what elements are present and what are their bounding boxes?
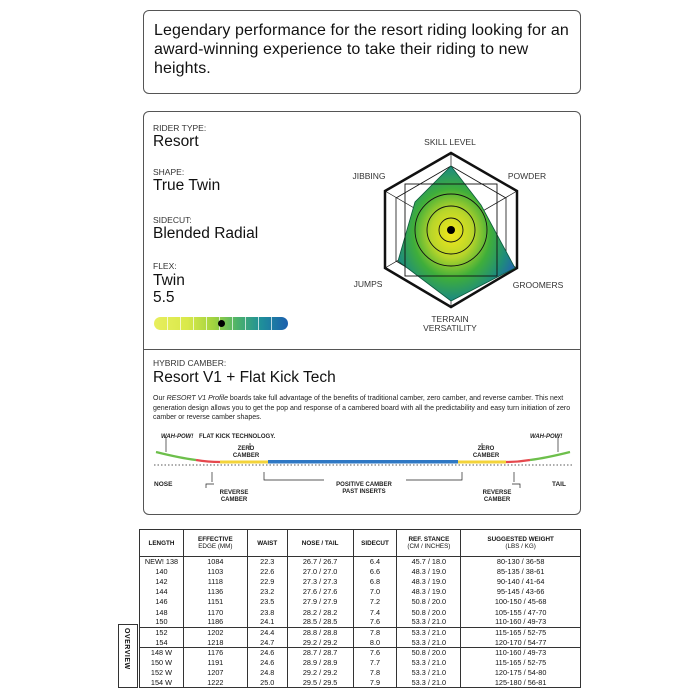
table-cell: 1176: [183, 647, 247, 657]
table-cell: 152 W: [140, 668, 184, 678]
table-cell: 1170: [183, 607, 247, 617]
header-line1: LENGTH: [148, 539, 175, 547]
table-row: [140, 597, 581, 607]
table-cell: 154: [140, 637, 184, 647]
sidecut-label: SIDECUT:: [153, 215, 192, 225]
table-row: [140, 567, 581, 577]
table-cell: 27.3 / 27.3: [287, 577, 353, 587]
zero-camber-right-l1: ZERO: [477, 446, 495, 452]
table-cell: 28.8 / 28.8: [287, 627, 353, 637]
header-line1: WAIST: [257, 539, 278, 547]
table-cell: 53.3 / 21.0: [397, 617, 461, 627]
flex-segment: [271, 317, 272, 330]
table-cell: 7.6: [353, 647, 397, 657]
table-cell: 1103: [183, 567, 247, 577]
table-row: [140, 637, 581, 647]
radar-label-terrain-line2: VERSATILITY: [423, 323, 477, 333]
table-cell: 27.6 / 27.6: [287, 587, 353, 597]
table-cell: 150: [140, 617, 184, 627]
overview-tab[interactable]: [118, 624, 138, 688]
table-header-cell: [183, 530, 247, 557]
table-cell: 24.4: [247, 627, 287, 637]
zero-camber-left-l1: ZERO: [237, 446, 255, 452]
table-cell: 29.2 / 29.2: [287, 637, 353, 647]
table-cell: 1218: [183, 637, 247, 647]
flex-segment: [232, 317, 233, 330]
table-cell: 120-170 / 54-77: [461, 637, 581, 647]
table-cell: 7.6: [353, 617, 397, 627]
table-cell: 7.8: [353, 627, 397, 637]
table-row: [140, 607, 581, 617]
board-nose-red: [196, 460, 220, 462]
wah-pow-right-label: WAH-POW!: [530, 434, 563, 440]
table-cell: 90-140 / 41-64: [461, 577, 581, 587]
table-cell: 50.8 / 20.0: [397, 597, 461, 607]
shape-value: True Twin: [153, 177, 221, 194]
table-row: [140, 577, 581, 587]
table-cell: 29.2 / 29.2: [287, 668, 353, 678]
table-row: [140, 647, 581, 657]
table-cell: NEW! 138: [140, 557, 184, 567]
table-cell: 7.2: [353, 597, 397, 607]
reverse-camber-right-l1: REVERSE: [482, 490, 512, 496]
table-row: [140, 587, 581, 597]
camber-desc-body: boards take full advantage of the benefits of traditional camber, zero camber, and reverse camber. This next generation design allows you to get the pop and response of a cambered board with all the predictability and easy turn initiation of zero camber or reverse camber shapes.: [153, 395, 571, 421]
header-line2: (CM / INCHES): [407, 543, 451, 550]
rider-type-label: RIDER TYPE:: [153, 123, 207, 133]
header-line1: SIDECUT: [361, 539, 389, 547]
radar-label-jibbing: JIBBING: [352, 171, 386, 181]
radar-chart: [376, 149, 526, 312]
table-cell: 1191: [183, 657, 247, 667]
flex-label: FLEX:: [153, 261, 177, 271]
reverse-camber-left-l1: REVERSE: [219, 490, 249, 496]
flex-rating: 5.5: [153, 289, 175, 306]
table-header-cell: [247, 530, 287, 557]
tail-label: TAIL: [552, 481, 566, 488]
flex-segment: [245, 317, 246, 330]
flex-segment: [206, 317, 207, 330]
table-cell: 50.8 / 20.0: [397, 647, 461, 657]
board-tail-green: [530, 452, 570, 460]
nose-label: NOSE: [154, 481, 173, 488]
sidecut-value: Blended Radial: [153, 225, 259, 242]
table-header-cell: [397, 530, 461, 557]
section-divider: [144, 349, 581, 350]
table-cell: 150 W: [140, 657, 184, 667]
header-line1: NOSE / TAIL: [301, 539, 339, 547]
table-cell: 48.3 / 19.0: [397, 577, 461, 587]
table-cell: 28.2 / 28.2: [287, 607, 353, 617]
table-cell: 148: [140, 607, 184, 617]
spec-box: [143, 111, 581, 515]
header-line2: (LBS / KG): [505, 543, 536, 550]
board-nose-green: [156, 452, 196, 460]
table-cell: 1207: [183, 668, 247, 678]
camber-value: Resort V1 + Flat Kick Tech: [153, 369, 336, 386]
table-cell: 115-165 / 52-75: [461, 657, 581, 667]
radar-label-terrain-line1: TERRAIN: [431, 314, 469, 324]
table-body: [140, 557, 581, 688]
flex-indicator-dot: [218, 320, 225, 327]
board-zero-camber-right: [458, 461, 506, 464]
table-cell: 6.8: [353, 577, 397, 587]
table-cell: 29.5 / 29.5: [287, 678, 353, 688]
table-cell: 1151: [183, 597, 247, 607]
table-header-row: [140, 530, 581, 557]
flex-value: Twin: [153, 272, 185, 289]
table-cell: 45.7 / 18.0: [397, 557, 461, 567]
table-cell: 1222: [183, 678, 247, 688]
table-cell: 28.9 / 28.9: [287, 657, 353, 667]
table-cell: 7.0: [353, 587, 397, 597]
table-cell: 7.7: [353, 657, 397, 667]
radar-label-groomers: GROOMERS: [512, 280, 564, 290]
flex-segment: [258, 317, 259, 330]
table-cell: 48.3 / 19.0: [397, 587, 461, 597]
table-cell: 100-150 / 45-68: [461, 597, 581, 607]
table-cell: 23.2: [247, 587, 287, 597]
table-cell: 7.4: [353, 607, 397, 617]
table-cell: 115-165 / 52-75: [461, 627, 581, 637]
board-positive-camber: [268, 460, 458, 464]
table-cell: 50.8 / 20.0: [397, 607, 461, 617]
table-cell: 24.6: [247, 657, 287, 667]
table-cell: 24.1: [247, 617, 287, 627]
table-header-cell: [461, 530, 581, 557]
table-cell: 48.3 / 19.0: [397, 567, 461, 577]
table-cell: 23.5: [247, 597, 287, 607]
header-line1: SUGGESTED WEIGHT: [487, 536, 554, 543]
zero-camber-left-l2: CAMBER: [232, 453, 260, 459]
table-row: [140, 657, 581, 667]
header-line1: REF. STANCE: [408, 536, 450, 543]
table-cell: 142: [140, 577, 184, 587]
table-cell: 22.3: [247, 557, 287, 567]
table-row: [140, 557, 581, 567]
tagline-text: Legendary performance for the resort riding looking for an award-winning experience to take their riding to new heights.: [154, 22, 569, 77]
radar-label-skill-level: SKILL LEVEL: [424, 137, 476, 147]
radar-label-jumps: JUMPS: [353, 279, 383, 289]
flat-kick-label: FLAT KICK TECHNOLOGY.: [199, 434, 276, 440]
table-cell: 27.0 / 27.0: [287, 567, 353, 577]
table-cell: 28.5 / 28.5: [287, 617, 353, 627]
table-cell: 105-155 / 47-70: [461, 607, 581, 617]
table-row: [140, 617, 581, 627]
camber-description: [153, 394, 573, 423]
table-cell: 24.8: [247, 668, 287, 678]
table-cell: 27.9 / 27.9: [287, 597, 353, 607]
table-cell: 53.3 / 21.0: [397, 678, 461, 688]
header-line2: EDGE (MM): [198, 543, 233, 550]
reverse-camber-left-l2: CAMBER: [220, 497, 248, 503]
table-cell: 146: [140, 597, 184, 607]
flex-segment: [193, 317, 194, 330]
specs-table: [139, 529, 581, 688]
table-cell: 8.0: [353, 637, 397, 647]
table-cell: 120-175 / 54-80: [461, 668, 581, 678]
camber-desc-pre: Our: [153, 395, 167, 402]
specs-table-wrapper: [139, 529, 581, 688]
table-cell: 53.3 / 21.0: [397, 627, 461, 637]
table-cell: 95-145 / 43-66: [461, 587, 581, 597]
bracket-line: [512, 484, 520, 488]
tagline-box: [143, 10, 581, 94]
overview-tab-label: OVERVIEW: [123, 628, 130, 670]
table-cell: 22.6: [247, 567, 287, 577]
table-cell: 140: [140, 567, 184, 577]
rider-type-value: Resort: [153, 133, 199, 150]
bracket-line: [406, 472, 462, 480]
zero-camber-right-l2: CAMBER: [472, 453, 500, 459]
table-cell: 154 W: [140, 678, 184, 688]
wah-pow-left-label: WAH-POW!: [161, 434, 194, 440]
table-cell: 80-130 / 36-58: [461, 557, 581, 567]
table-cell: 24.7: [247, 637, 287, 647]
board-tail-red: [506, 460, 530, 462]
radar-center-dot: [447, 226, 455, 234]
bracket-line: [264, 472, 324, 480]
table-cell: 125-180 / 56-81: [461, 678, 581, 688]
table-cell: 22.9: [247, 577, 287, 587]
table-cell: 148 W: [140, 647, 184, 657]
table-cell: 1186: [183, 617, 247, 627]
positive-camber-l2: PAST INSERTS: [342, 489, 386, 495]
flex-segment: [167, 317, 168, 330]
table-cell: 7.9: [353, 678, 397, 688]
table-row: [140, 627, 581, 637]
table-row: [140, 678, 581, 688]
table-cell: 110-160 / 49-73: [461, 647, 581, 657]
table-row: [140, 668, 581, 678]
table-cell: 25.0: [247, 678, 287, 688]
shape-label: SHAPE:: [153, 167, 185, 177]
table-cell: 1118: [183, 577, 247, 587]
positive-camber-l1: POSITIVE CAMBER: [336, 482, 392, 488]
table-cell: 144: [140, 587, 184, 597]
table-cell: 7.8: [353, 668, 397, 678]
table-cell: 85-135 / 38-61: [461, 567, 581, 577]
table-cell: 110-160 / 49-73: [461, 617, 581, 627]
flex-segment: [180, 317, 181, 330]
radar-label-terrain-versatility: [412, 315, 488, 333]
table-cell: 53.3 / 21.0: [397, 657, 461, 667]
table-cell: 53.3 / 21.0: [397, 668, 461, 678]
radar-label-powder: POWDER: [507, 171, 547, 181]
camber-label: HYBRID CAMBER:: [153, 358, 227, 368]
table-cell: 6.4: [353, 557, 397, 567]
table-cell: 1202: [183, 627, 247, 637]
camber-desc-brand: RESORT V1 Profile: [166, 395, 228, 402]
table-header-cell: [287, 530, 353, 557]
table-cell: 152: [140, 627, 184, 637]
table-cell: 6.6: [353, 567, 397, 577]
table-header-cell: [353, 530, 397, 557]
table-cell: 28.7 / 28.7: [287, 647, 353, 657]
camber-diagram: [144, 430, 581, 502]
board-zero-camber-left: [220, 461, 268, 464]
table-cell: 23.8: [247, 607, 287, 617]
table-cell: 1084: [183, 557, 247, 567]
table-header-cell: [140, 530, 184, 557]
table-cell: 53.3 / 21.0: [397, 637, 461, 647]
reverse-camber-right-l2: CAMBER: [483, 497, 511, 503]
header-line1: EFFECTIVE: [198, 536, 233, 543]
table-cell: 1136: [183, 587, 247, 597]
table-cell: 24.6: [247, 647, 287, 657]
bracket-line: [206, 484, 214, 488]
flex-scale-bar: [154, 317, 288, 330]
table-cell: 26.7 / 26.7: [287, 557, 353, 567]
